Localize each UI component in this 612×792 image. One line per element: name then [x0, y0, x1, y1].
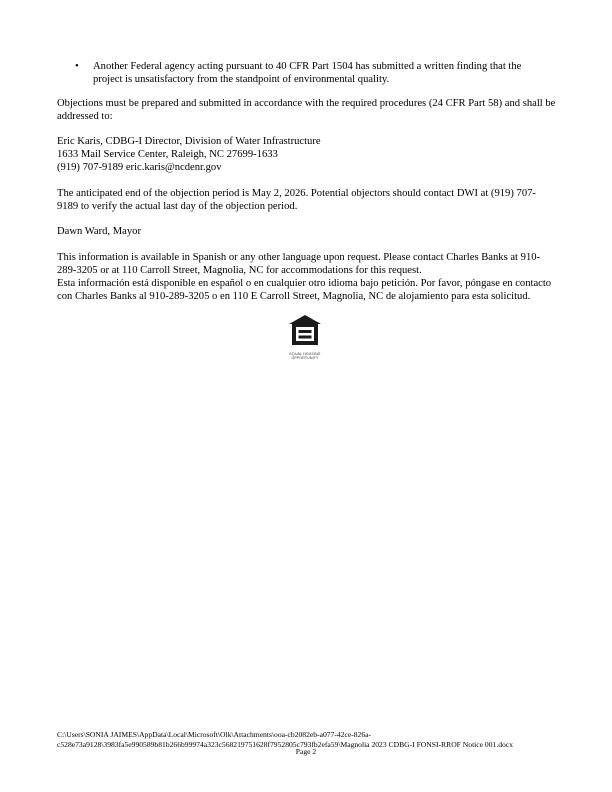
language-notice [57, 251, 557, 303]
address-line-3: (919) 707-9189 eric.karis@ncdenr.gov [57, 162, 222, 173]
bullet-list-item [75, 60, 545, 86]
bullet-marker: • [75, 61, 79, 72]
language-notice-spanish: Esta información está disponible en español o en cualquier otro idioma bajo petición. Por favor, póngase en contacto con Charles Banks al 910-289-3205 o en 110 E Carroll Street, Magnolia, NC de alojamiento para esta solicitud. [57, 278, 552, 302]
equal-housing-opportunity-icon [287, 313, 323, 347]
page-number: Page 2 [295, 747, 317, 756]
language-notice-english: This information is available in Spanish or any other language upon request. Please contact Charles Banks at 910-289-3205 or at 110 Carroll Street, Magnolia, NC for accommodations for this request. [57, 252, 541, 276]
bullet-text: Another Federal agency acting pursuant to 40 CFR Part 1504 has submitted a written finding that the project is unsatisfactory from the standpoint of environmental quality. [93, 61, 522, 85]
objections-paragraph: Objections must be prepared and submitted in accordance with the required procedures (24 CFR Part 58) and shall be addressed to: [57, 98, 556, 122]
address-line-2: 1633 Mail Service Center, Raleigh, NC 27699-1633 [57, 149, 278, 160]
anticipated-end-paragraph: The anticipated end of the objection period is May 2, 2026. Potential objectors should contact DWI at (919) 707-9189 to verify the actual last day of the objection period. [57, 188, 536, 212]
logo-caption-line-2: OPPORTUNITY [291, 356, 319, 360]
equal-housing-opportunity-logo [287, 313, 323, 360]
logo-caption-line-1: EQUAL HOUSING [289, 352, 321, 356]
signature-line: Dawn Ward, Mayor [57, 226, 141, 237]
file-path-line-2: c528e73a9128\3983fa5e990589b81b266b99974a323c568219751628f7952805c793fb2efa59\Magnolia 2023 CDBG-I FONSI-RROF Notice 001.docx [57, 739, 513, 749]
address-block [57, 135, 557, 174]
file-path-line-1: C:\Users\SONIA JAIMES\AppData\Local\Microsoft\Olk\Attachments\ooa-cb2082eb-a077-42ce-826a- [57, 730, 372, 739]
address-line-1: Eric Karis, CDBG-I Director, Division of Water Infrastructure [57, 136, 321, 147]
